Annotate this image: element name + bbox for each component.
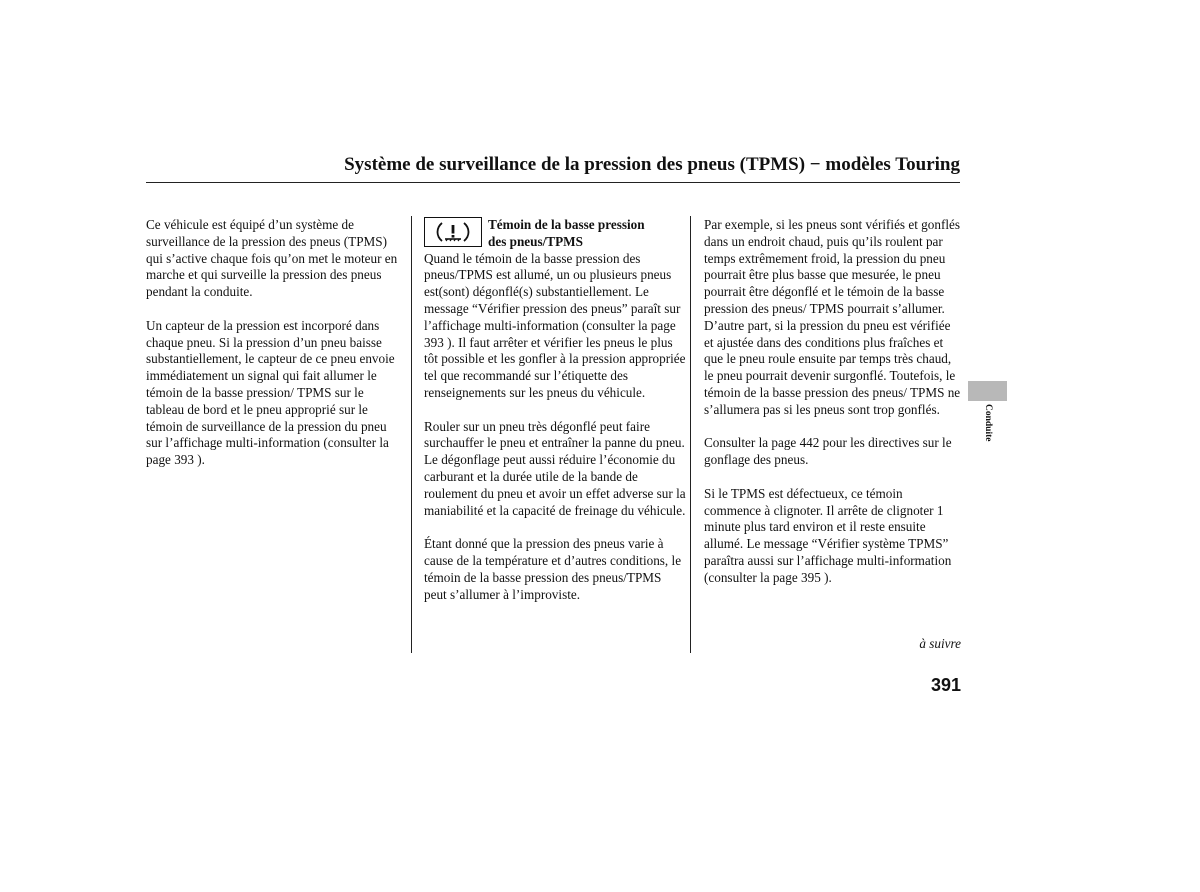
indicator-heading-line-2: des pneus/TPMS: [488, 233, 583, 249]
title-divider: [146, 182, 960, 183]
indicator-paragraph: Quand le témoin de la basse pression des pneus/TPMS est allumé, un ou plusieurs pneus est(sont) dégonflé(s) substantiellement. Le message “Vérifier pression des pneus” paraît sur l’affichage multi-information (consulter la page 393 ). Il faut arrêter et vérifier les pneus le plus tôt possible et les gonfler à la pression appropriée tel que recommandé sur l’étiquette des renseignements sur les pneus du véhicule.: [424, 250, 686, 400]
column-2: [424, 217, 686, 620]
column-divider: [411, 216, 412, 653]
intro-paragraph: Ce véhicule est équipé d’un système de surveillance de la pression des pneus (TPMS) qui s’active chaque fois qu’on met le moteur en marche et qui surveille la pression des pneus pendant la conduite.: [146, 217, 398, 300]
indicator-heading-line-1: Témoin de la basse pression: [488, 217, 645, 232]
malfunction-paragraph: Si le TPMS est défectueux, ce témoin commence à clignoter. Il arrête de clignoter 1 minute plus tard environ et il reste ensuite allumé. Le message “Vérifier système TPMS” paraîtra aussi sur l’affichage multi-information (consulter la page 395 ).: [704, 485, 952, 585]
page-number: 391: [930, 675, 961, 695]
column-1: [146, 217, 398, 486]
column-3: [704, 217, 962, 603]
continued-note: à suivre: [919, 636, 961, 651]
indicator-heading: [424, 217, 686, 251]
section-tab-label: Conduite: [983, 404, 993, 442]
inflation-reference-paragraph: Consulter la page 442 pour les directives sur le gonflage des pneus.: [704, 435, 952, 468]
section-tab: [968, 381, 1007, 401]
tpms-warning-icon: [424, 217, 482, 247]
sensor-paragraph: Un capteur de la pression est incorporé dans chaque pneu. Si la pression d’un pneu baisse substantiellement, le capteur de ce pneu envoie immédiatement un signal qui fait allumer le témoin de la basse pression/ TPMS sur le tableau de bord et le pneu approprié sur le témoin de surveillance de la pression du pneu sur l’affichage multi-information (consulter la page 393 ).: [146, 317, 395, 468]
temperature-paragraph: Étant donné que la pression des pneus varie à cause de la température et d’autres conditions, le témoin de la basse pression des pneus/TPMS peut s’allumer à l’improviste.: [424, 536, 682, 602]
example-paragraph: Par exemple, si les pneus sont vérifiés et gonflés dans un endroit chaud, puis qu’ils roulent par temps extrêmement froid, la pression du pneu pourrait être plus basse que mesurée, le pneu pourrait être dégonflé et le témoin de la basse pression des pneus/ TPMS pourrait s’allumer. D’autre part, si la pression du pneu est vérifiée et ajustée dans des conditions plus fraîches et que le pneu roule ensuite par temps très chaud, le pneu pourrait devenir surgonflé. Toutefois, le témoin de la basse pression des pneus/ TPMS ne s’allumera pas si les pneus sont trop gonflés.: [704, 217, 961, 417]
page-title: Système de surveillance de la pression des pneus (TPMS) − modèles Touring: [344, 154, 960, 175]
underinflation-paragraph: Rouler sur un pneu très dégonflé peut faire surchauffer le pneu et entraîner la panne du pneu. Le dégonflage peut aussi réduire l’économie du carburant et la durée utile de la bande de roulement du pneu et avoir un effet adverse sur la maniabilité et la capacité de freinage du véhicule.: [424, 418, 686, 518]
column-divider: [690, 216, 691, 653]
